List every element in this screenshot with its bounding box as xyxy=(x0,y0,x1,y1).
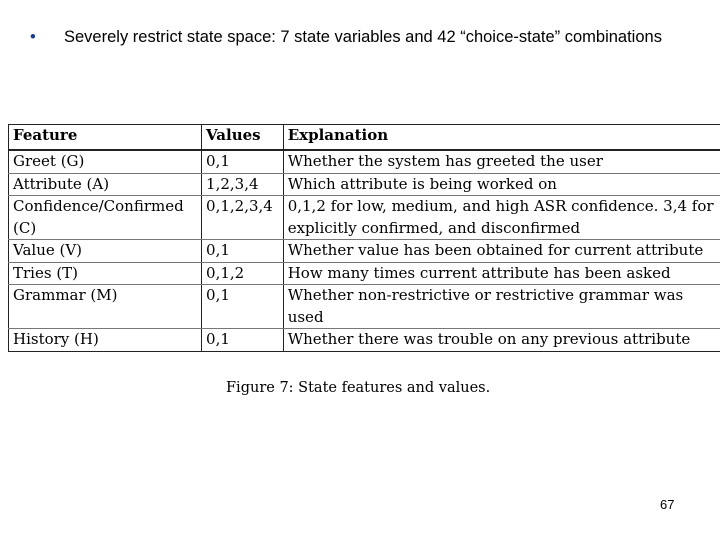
explanation-cell: Whether the system has greeted the user xyxy=(283,150,720,173)
explanation-cell: How many times current attribute has been asked xyxy=(283,262,720,285)
explanation-cell: Whether non-restrictive or restrictive grammar was used xyxy=(283,285,720,329)
state-features-table xyxy=(8,124,720,352)
header-feature: Feature xyxy=(9,125,202,151)
state-features-figure xyxy=(8,124,720,364)
explanation-cell: Which attribute is being worked on xyxy=(283,173,720,196)
feature-cell: History (H) xyxy=(9,329,202,352)
figure-caption: Figure 7: State features and values. xyxy=(226,380,491,396)
feature-cell: Value (V) xyxy=(9,240,202,263)
explanation-cell: Whether value has been obtained for current attribute xyxy=(283,240,720,263)
feature-cell: Grammar (M) xyxy=(9,285,202,329)
feature-cell: Attribute (A) xyxy=(9,173,202,196)
values-cell: 0,1 xyxy=(202,150,284,173)
feature-cell: Tries (T) xyxy=(9,262,202,285)
table-row xyxy=(9,240,720,263)
table-row xyxy=(9,285,720,329)
table-row xyxy=(9,150,720,173)
explanation-cell: 0,1,2 for low, medium, and high ASR confidence. 3,4 for explicitly confirmed, and disconfirmed xyxy=(283,196,720,240)
bullet-text: Severely restrict state space: 7 state variables and 42 “choice-state” combinations xyxy=(64,28,662,46)
values-cell: 1,2,3,4 xyxy=(202,173,284,196)
header-explanation: Explanation xyxy=(283,125,720,151)
values-cell: 0,1 xyxy=(202,285,284,329)
table-header-row xyxy=(9,125,720,151)
values-cell: 0,1 xyxy=(202,329,284,352)
values-cell: 0,1,2,3,4 xyxy=(202,196,284,240)
table-row xyxy=(9,262,720,285)
explanation-cell: Whether there was trouble on any previous attribute xyxy=(287,330,691,348)
table-row xyxy=(9,173,720,196)
values-cell: 0,1,2 xyxy=(202,262,284,285)
page-number: 67 xyxy=(660,497,675,512)
table-row xyxy=(9,329,720,352)
feature-cell: Confidence/Confirmed (C) xyxy=(9,196,202,240)
header-values: Values xyxy=(202,125,284,151)
feature-cell: Greet (G) xyxy=(9,150,202,173)
table-row xyxy=(9,196,720,240)
bullet-symbol: • xyxy=(30,28,36,46)
values-cell: 0,1 xyxy=(202,240,284,263)
